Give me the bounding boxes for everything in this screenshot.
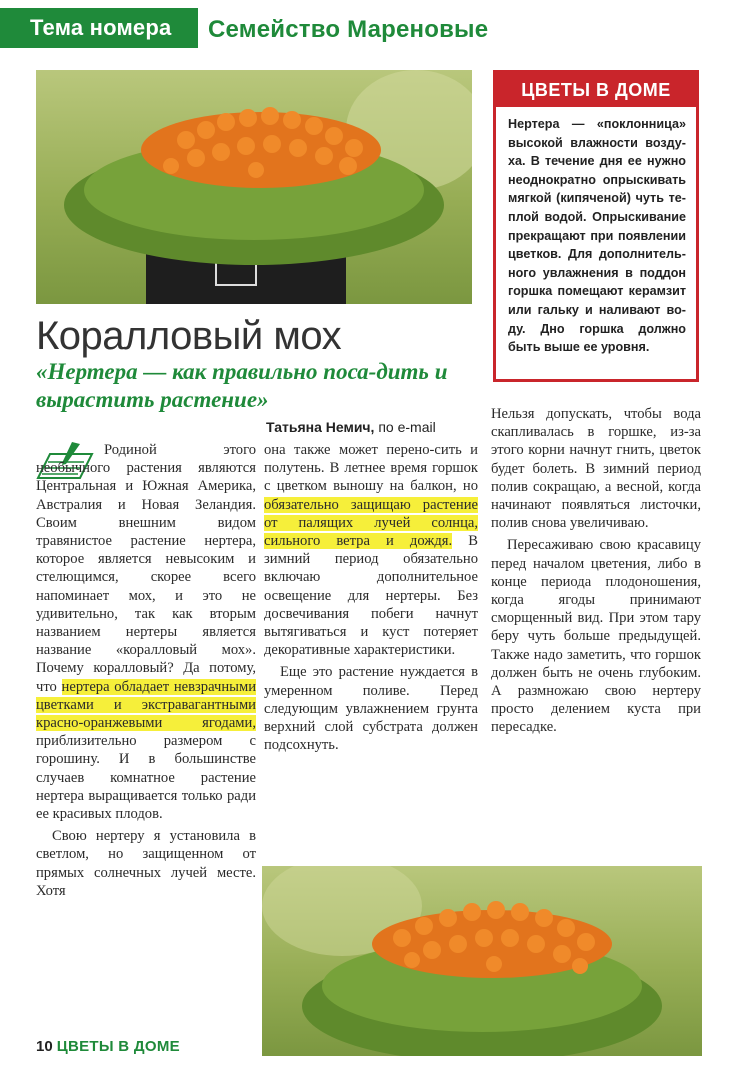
col2-para1-start: она также может перено-сить и полутень. В летнее время горшок с цветком выношу на балкон, но	[264, 442, 478, 495]
section-title: Семейство Мареновые	[208, 16, 489, 43]
author-source: по e-mail	[378, 419, 436, 435]
byline	[266, 419, 436, 435]
author-name: Татьяна Немич,	[266, 419, 375, 435]
sidebar-box	[493, 70, 699, 382]
col1-highlight: нертера обладает невзрачными цветками и экстравагантными красно-оранжевыми ягодами,	[36, 678, 256, 732]
text-column-2	[264, 441, 478, 754]
article-title: Коралловый мох	[36, 314, 342, 358]
page-footer	[36, 1038, 180, 1055]
magazine-name: ЦВЕТЫ В ДОМЕ	[56, 1038, 180, 1055]
col1-para1-end: приблизительно размером с горошину. И в большинстве случаев комнатное растение нертера выращивается только ради ее красивых плодов.	[36, 733, 256, 823]
col3-para2: Пересаживаю свою красавицу перед началом цветения, либо в конце периода плодоношения, когда ягоды принимают сморщенный вид. При этом тару беру чуть больше предыдущей. Также надо заметить, что горшок должен быть не очень глубоким. А размножаю свою нертеру просто делением куста при пересадке.	[491, 537, 701, 736]
col3-para1: Нельзя допускать, чтобы вода скапливалась в горшке, из-за этого корни начнут гнить, цветок будет болеть. В зимний период полив сокращаю, а весной, когда начинают появляться листочки, полив снова увеличиваю.	[491, 406, 701, 532]
col1-para1-start: Родиной этого необычного растения являются Центральная и Южная Америка, Австралия и Новая Зеландия. Своим внешним видом травянистое растение нертера, которое является невысоким и стелющимся, скорее всего напоминает мох, и это не удивительно, так как вторым названием нертеры является название «коралловый мох». Почему коралловый? Да потому, что	[36, 442, 256, 695]
article-subtitle: «Нертера — как правильно поса-дить и вырастить растение»	[36, 359, 448, 412]
col2-para1-end: В зимний период обязательно включаю дополнительное освещение для нертеры. Без досвечивания побеги начнут вытягиваться и куст потеряет декоративные характеристики.	[264, 533, 478, 659]
top-plant-photo	[36, 70, 472, 304]
sidebar-text: Нертера — «поклонница» высокой влажности возду-ха. В течение дня ее нужно неоднократно опрыскивать мягкой (кипяченой) чуть те-плой водой. Опрыскивание прекращают при появлении цветков. Для дополнитель-ного увлажнения в поддон горшка помещают керамзит или гальку и наливают во-ду. Дно горшка должно быть выше ее уровня.	[508, 117, 686, 355]
section-tag: Тема номера	[0, 8, 198, 48]
text-column-3	[491, 405, 701, 737]
col2-highlight: обязательно защищаю растение от палящих лучей солнца, сильного ветра и дождя.	[264, 496, 478, 550]
col2-para2: Еще это растение нуждается в умеренном поливе. Перед следующим увлажнением грунта верхний слой субстрата должен подсохнуть.	[264, 664, 478, 754]
bottom-plant-photo	[262, 866, 702, 1056]
page-number: 10	[36, 1038, 53, 1055]
col1-para2: Свою нертеру я установила в светлом, но защищенном от прямых солнечных лучей месте. Хотя	[36, 828, 256, 899]
text-column-1	[36, 441, 256, 900]
sidebar-title: ЦВЕТЫ В ДОМЕ	[496, 73, 696, 107]
